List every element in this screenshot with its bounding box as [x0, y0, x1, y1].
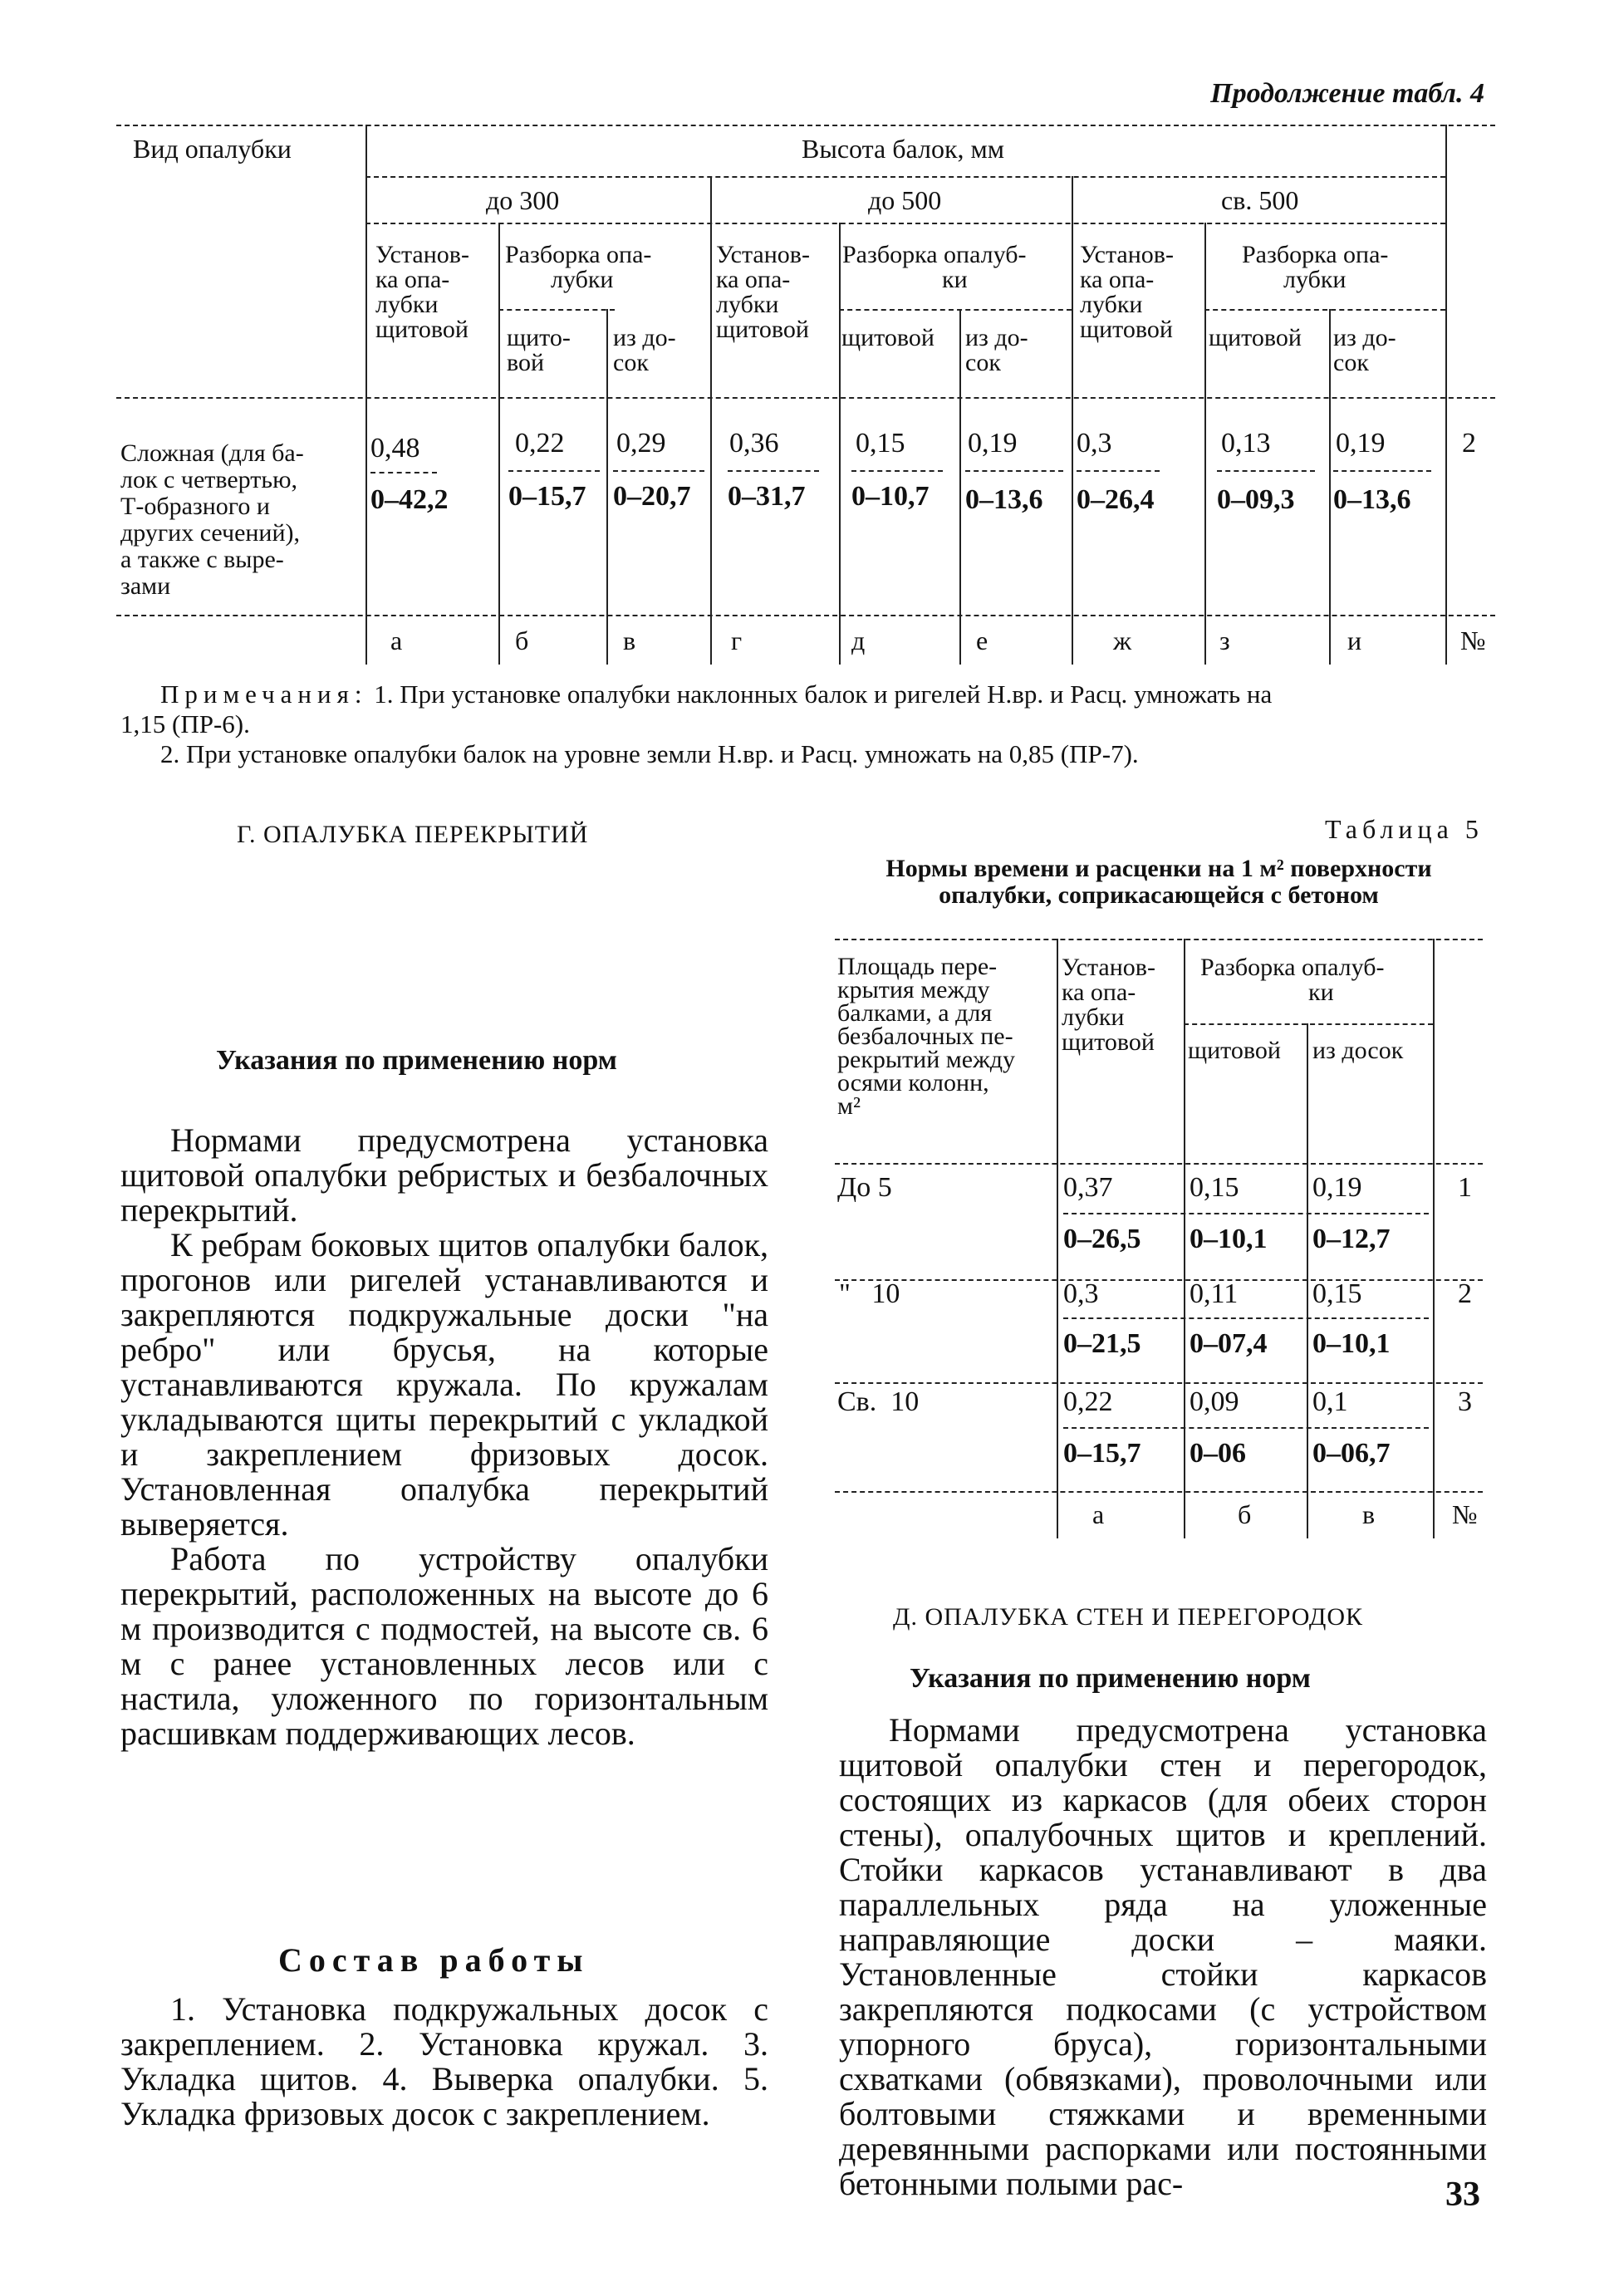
table4-row-label: Сложная (для ба- лок с четвертью, Т-образного и других сечений), а также с выре- зами: [120, 439, 304, 600]
table5-time-3c: 0,1: [1312, 1386, 1348, 1417]
table4-letter-b: б: [515, 626, 529, 655]
table5-rate-3b: 0–06: [1190, 1438, 1246, 1469]
table4-install-header-1: Установ- ка опа- лубки щитовой: [375, 241, 469, 343]
table5-caption: Нормы времени и расценки на 1 м² поверхности опалубки, соприкасающейся с бетоном: [885, 855, 1432, 909]
table4-time-7: 0,3: [1077, 428, 1112, 459]
table4-shield-header-1: щито- вой: [507, 324, 571, 376]
table4-letter-zh: ж: [1113, 626, 1132, 655]
table4-boards-header-3: из до- сок: [1333, 324, 1396, 376]
table5-time-3a: 0,22: [1063, 1386, 1113, 1417]
table4-install-header-2: Установ- ка опа- лубки щитовой: [716, 241, 810, 343]
table4-shield-header-2: щитовой: [841, 324, 934, 351]
table4-time-9: 0,19: [1336, 428, 1386, 459]
table4-rate-3: 0–20,7: [613, 481, 691, 512]
table4-time-3: 0,29: [616, 428, 666, 459]
table5-time-2b: 0,11: [1190, 1278, 1239, 1309]
table4-height-label: Высота балок, мм: [802, 134, 1004, 164]
table4-time-8: 0,13: [1221, 428, 1271, 459]
table5-area-3: Св. 10: [837, 1386, 920, 1417]
table5-rate-3a: 0–15,7: [1063, 1438, 1141, 1469]
table5-num-sign: №: [1452, 1499, 1478, 1529]
table5-rate-2c: 0–10,1: [1312, 1328, 1391, 1359]
table5-letter-a: а: [1092, 1499, 1105, 1529]
table4-letter-d: д: [851, 626, 866, 655]
table5-label: Таблица 5: [1325, 814, 1484, 844]
table4-rate-5: 0–10,7: [851, 481, 930, 512]
table4-row-number: 2: [1462, 428, 1476, 459]
table4-rate-9: 0–13,6: [1333, 484, 1411, 515]
section-title-d: Д. ОПАЛУБКА СТЕН И ПЕРЕГОРОДОК: [893, 1603, 1364, 1631]
table4-rate-8: 0–09,3: [1217, 484, 1295, 515]
table4-rate-1: 0–42,2: [370, 484, 449, 515]
work-heading: Состав работы: [278, 1941, 590, 1979]
table5-time-1b: 0,15: [1190, 1172, 1239, 1203]
table4-boards-header-2: из до- сок: [965, 324, 1028, 376]
table4-rate-4: 0–31,7: [728, 481, 806, 512]
table4-time-5: 0,15: [856, 428, 905, 459]
table4-col-label: Вид опалубки: [133, 134, 292, 164]
table4-rate-6: 0–13,6: [965, 484, 1043, 515]
table5-rate-2b: 0–07,4: [1190, 1328, 1268, 1359]
table5-disassembly-header: Разборка опалуб- ки: [1200, 954, 1385, 1006]
table4-letter-z: з: [1219, 626, 1230, 655]
table4-letter-e: е: [976, 626, 988, 655]
table4-disassembly-header-1: Разборка опа- лубки: [505, 241, 652, 293]
table4-letter-v: в: [623, 626, 636, 655]
guide-heading-left: Указания по применению норм: [216, 1045, 617, 1076]
table4-disassembly-header-2: Разборка опалуб- ки: [842, 241, 1027, 293]
table5-rate-1b: 0–10,1: [1190, 1224, 1268, 1254]
table4-notes: Примечания: 1. При установке опалубки наклонных балок и ригелей Н.вр. и Расц. умножать на 1,15 (ПР-6). 2. При установке опалубки балок на уровне земли Н.вр. и Расц. умножать на 0,85 (ПР-7).: [120, 679, 1273, 768]
table5-area-2: " 10: [839, 1278, 900, 1309]
page-number: 33: [1445, 2176, 1480, 2214]
table5-time-1a: 0,37: [1063, 1172, 1113, 1203]
table5-letter-v: в: [1362, 1499, 1376, 1529]
table5-num-3: 3: [1458, 1386, 1472, 1417]
table4-rate-2: 0–15,7: [508, 481, 586, 512]
work-text: 1. Установка подкружальных досок с закреплением. 2. Установка кружал. 3. Укладка щитов. 4. Выверка опалубки. 5. Укладка фризовых досок с закреплением.: [120, 1990, 768, 2132]
table4-letter-i: и: [1347, 626, 1362, 655]
table4-letter-a: а: [390, 626, 403, 655]
left-paragraph-2: К ребрам боковых щитов опалубки балок, прогонов или ригелей устанавливаются и закрепляются подкружальные доски "на ребро" или брусья, на которые устанавливаются кружала. По кружалам укладываются щиты перекрытий с укладкой и закреплением фризовых досок. Установленная опалубка перекрытий выверяется.: [120, 1226, 768, 1543]
table4-time-1: 0,48: [370, 433, 420, 464]
left-paragraph-3: Работа по устройству опалубки перекрытий, расположенных на высоте до 6 м производится с подмостей, на высоте св. 6 м с ранее установленных лесов или с настила, уложенного по горизонтальным расшивкам поддерживающих лесов.: [120, 1540, 768, 1752]
table4-rate-7: 0–26,4: [1077, 484, 1155, 515]
table4-time-2: 0,22: [515, 428, 565, 459]
table4-boards-header-1: из до- сок: [613, 324, 676, 376]
table5-time-3b: 0,09: [1190, 1386, 1239, 1417]
table5-time-2a: 0,3: [1063, 1278, 1099, 1309]
table5-time-1c: 0,19: [1312, 1172, 1362, 1203]
table5-shield-header: щитовой: [1188, 1037, 1281, 1064]
table4-group-3: св. 500: [1221, 185, 1299, 215]
table5-rate-1a: 0–26,5: [1063, 1224, 1141, 1254]
table5-boards-header: из досок: [1312, 1037, 1404, 1064]
table4-install-header-3: Установ- ка опа- лубки щитовой: [1080, 241, 1174, 343]
table5-time-2c: 0,15: [1312, 1278, 1362, 1309]
guide-heading-right: Указания по применению норм: [910, 1663, 1311, 1694]
left-text: [120, 1123, 768, 1751]
table4-group-1: до 300: [486, 185, 560, 215]
table5-area-header: Площадь пере- крытия между балками, а для безбалочных пе- рекрытий между осями колонн, м²: [837, 953, 1016, 1120]
table5-install-header: Установ- ка опа- лубки щитовой: [1062, 954, 1155, 1056]
table5-rate-3c: 0–06,7: [1312, 1438, 1391, 1469]
table5-rate-2a: 0–21,5: [1063, 1328, 1141, 1359]
table5-num-2: 2: [1458, 1278, 1472, 1309]
table4-letter-g: г: [731, 626, 743, 655]
table4-group-2: до 500: [868, 185, 942, 215]
table4-time-4: 0,36: [729, 428, 779, 459]
section-title-g: Г. ОПАЛУБКА ПЕРЕКРЫТИЙ: [237, 821, 589, 848]
table4-shield-header-3: щитовой: [1209, 324, 1302, 351]
table5-area-1: До 5: [837, 1172, 892, 1203]
right-text: [839, 1713, 1487, 2201]
table5-num-1: 1: [1458, 1172, 1472, 1203]
table4-num-sign: №: [1460, 626, 1486, 655]
table4-time-6: 0,19: [968, 428, 1018, 459]
left-paragraph-1: Нормами предусмотрена установка щитовой опалубки ребристых и безбалочных перекрытий.: [120, 1121, 768, 1229]
table4-disassembly-header-3: Разборка опа- лубки: [1242, 241, 1389, 293]
right-paragraph-1: Нормами предусмотрена установка щитовой опалубки стен и перегородок, состоящих из каркасов (для обеих сторон стены), опалубочных щитов и креплений. Стойки каркасов устанавливают в два параллельных ряда на уложенные направляющие доски – маяки. Установленные стойки каркасов закрепляются подкосами (с устройством упорного бруса), горизонтальными схватками (обвязками), проволочными или болтовыми стяжками и временными деревянными распорками или постоянными бетонными полыми рас-: [839, 1711, 1487, 2202]
table5-rate-1c: 0–12,7: [1312, 1224, 1391, 1254]
table5-letter-b: б: [1238, 1499, 1252, 1529]
continuation-label: Продолжение табл. 4: [1210, 78, 1484, 109]
